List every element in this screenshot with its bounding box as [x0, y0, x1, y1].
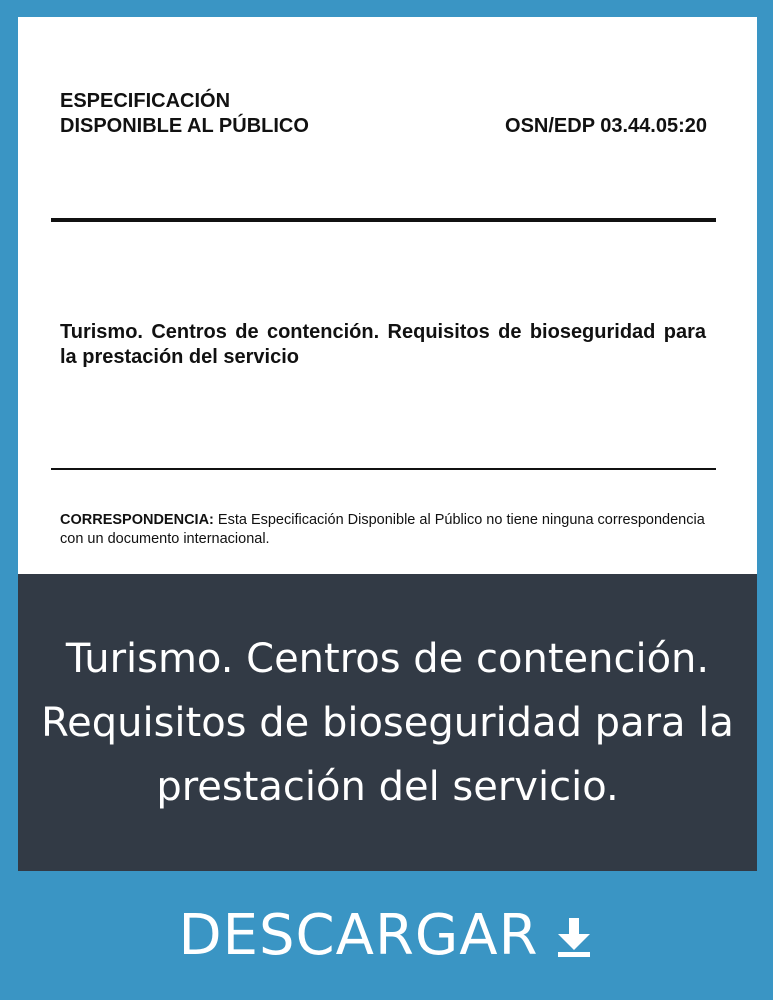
document-title: Turismo. Centros de contención. Requisitos de bioseguridad para la prestación del servicio — [60, 321, 706, 368]
document-preview — [18, 17, 757, 574]
correspondence-note — [60, 511, 708, 549]
document-type-heading — [60, 89, 309, 139]
thin-divider — [51, 468, 716, 470]
title-banner — [18, 574, 757, 871]
download-button[interactable] — [0, 871, 773, 1000]
banner-title: Turismo. Centros de contención. Requisitos de bioseguridad para la prestación del servicio. — [41, 635, 734, 810]
document-type-line-2: DISPONIBLE AL PÚBLICO — [60, 115, 309, 137]
download-label: DESCARGAR — [178, 902, 539, 968]
download-arrow-icon — [554, 914, 594, 958]
thick-divider — [51, 218, 716, 222]
correspondence-text: Esta Especificación Disponible al Público no tiene ninguna correspondencia con un documento internacional. — [60, 512, 705, 547]
correspondence-label: CORRESPONDENCIA: — [60, 512, 214, 528]
document-code: OSN/EDP 03.44.05:20 — [505, 115, 707, 137]
document-type-line-1: ESPECIFICACIÓN — [60, 90, 231, 112]
